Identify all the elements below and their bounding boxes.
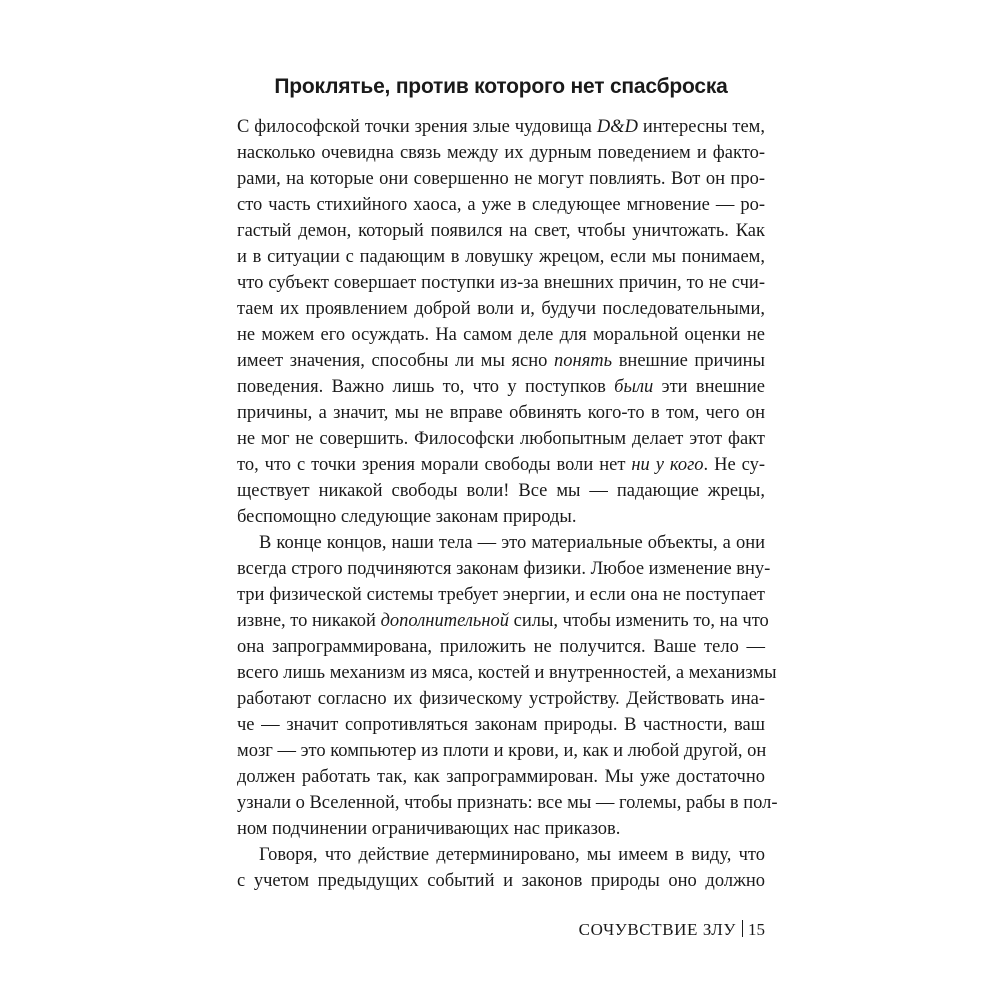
text-run: гастый демон, который появился на свет, чтобы уничтожать. Как <box>237 221 765 241</box>
page-footer <box>560 918 765 942</box>
text-run: В конце концов, наши тела — это материальные объекты, а они <box>259 533 765 553</box>
section-heading: Проклятье, против которого нет спасброска <box>274 75 728 98</box>
text-run: и в ситуации с падающим в ловушку жрецом, если мы понимаем, <box>237 247 765 267</box>
text-line <box>237 478 765 504</box>
text-line <box>237 192 765 218</box>
text-line <box>237 452 765 478</box>
text-line <box>237 686 765 712</box>
italic-run: D&D <box>596 117 638 137</box>
text-line <box>237 556 771 582</box>
page-number: 15 <box>748 920 765 939</box>
text-run: причины, а значит, мы не вправе обвинять кого-то в том, чего он <box>237 403 765 423</box>
text-line <box>237 426 765 452</box>
text-line <box>237 348 765 374</box>
text-run: сто часть стихийного хаоса, а уже в следующее мгновение — ро- <box>237 195 765 215</box>
text-run: три физической системы требует энергии, и если она не поступает <box>237 585 765 605</box>
text-run: мозг — это компьютер из плоти и крови, и, как и любой другой, он <box>237 741 767 761</box>
italic-run: ни у кого <box>631 455 704 475</box>
text-line <box>237 608 769 634</box>
text-run: рами, на которые они совершенно не могут повлиять. Вот он про- <box>237 169 765 189</box>
italic-run: были <box>614 377 654 397</box>
text-run: . Не су- <box>703 455 765 475</box>
text-line <box>237 244 765 270</box>
text-run: ном подчинении ограничивающих нас приказов. <box>237 819 621 839</box>
italic-run: дополнительной <box>380 611 509 631</box>
text-line <box>237 582 765 608</box>
text-run: она запрограммирована, приложить не получится. Ваше тело — <box>237 637 765 657</box>
text-run: че — значит сопротивляться законам природы. В частности, ваш <box>237 715 765 735</box>
text-run: извне, то никакой <box>237 611 381 631</box>
text-run: имеет значения, способны ли мы ясно <box>237 351 555 371</box>
text-run: Говоря, что действие детерминировано, мы имеем в виду, что <box>259 845 765 865</box>
text-line <box>237 530 765 556</box>
text-run: не можем его осуждать. На самом деле для моральной оценки не <box>237 325 765 345</box>
body-text <box>237 114 778 894</box>
text-run: то, что с точки зрения морали свободы воли нет <box>237 455 632 475</box>
text-run: беспомощно следующие законам природы. <box>237 507 577 527</box>
running-title: СОЧУВСТВИЕ ЗЛУ <box>578 920 736 939</box>
text-run: таем их проявлением доброй воли и, будучи последовательными, <box>237 299 765 319</box>
text-line <box>237 868 765 894</box>
text-line <box>237 114 765 140</box>
text-run: интересны тем, <box>637 117 765 137</box>
text-run: всего лишь механизм из мяса, костей и внутренностей, а механизмы <box>237 663 777 683</box>
text-run: узнали о Вселенной, чтобы признать: все мы — големы, рабы в пол- <box>237 793 778 813</box>
text-line <box>237 842 765 868</box>
text-run: работают согласно их физическому устройству. Действовать ина- <box>237 689 765 709</box>
paragraph <box>237 114 765 530</box>
paragraph <box>237 530 778 842</box>
text-run: не мог не совершить. Философски любопытным делает этот факт <box>237 429 765 449</box>
text-line <box>237 166 765 192</box>
text-line <box>237 816 765 842</box>
footer-separator <box>742 920 743 937</box>
text-run: с учетом предыдущих событий и законов природы оно должно <box>237 871 765 891</box>
text-line <box>237 400 765 426</box>
text-line <box>237 322 765 348</box>
text-line <box>237 374 765 400</box>
text-run: внешние причины <box>612 351 765 371</box>
text-run: всегда строго подчиняются законам физики. Любое изменение вну- <box>237 559 771 579</box>
text-run: силы, чтобы изменить то, на что <box>509 611 769 631</box>
text-line <box>237 270 765 296</box>
text-run: поведения. Важно лишь то, что у поступков <box>237 377 615 397</box>
italic-run: понять <box>554 351 613 371</box>
text-line <box>237 738 765 764</box>
text-line <box>237 296 765 322</box>
paragraph <box>237 842 765 894</box>
text-line <box>237 712 765 738</box>
text-line <box>237 764 765 790</box>
text-line <box>237 660 777 686</box>
text-run: ществует никакой свободы воли! Все мы — падающие жрецы, <box>237 481 765 501</box>
text-line <box>237 218 765 244</box>
text-line <box>237 790 778 816</box>
text-line <box>237 634 765 660</box>
text-run: С философской точки зрения злые чудовища <box>237 117 597 137</box>
text-line <box>237 140 765 166</box>
text-run: что субъект совершает поступки из-за внешних причин, то не счи- <box>237 273 765 293</box>
text-run: эти внешние <box>653 377 766 397</box>
text-run: насколько очевидна связь между их дурным поведением и факто- <box>237 143 765 163</box>
text-run: должен работать так, как запрограммирован. Мы уже достаточно <box>237 767 765 787</box>
text-line <box>237 504 765 530</box>
